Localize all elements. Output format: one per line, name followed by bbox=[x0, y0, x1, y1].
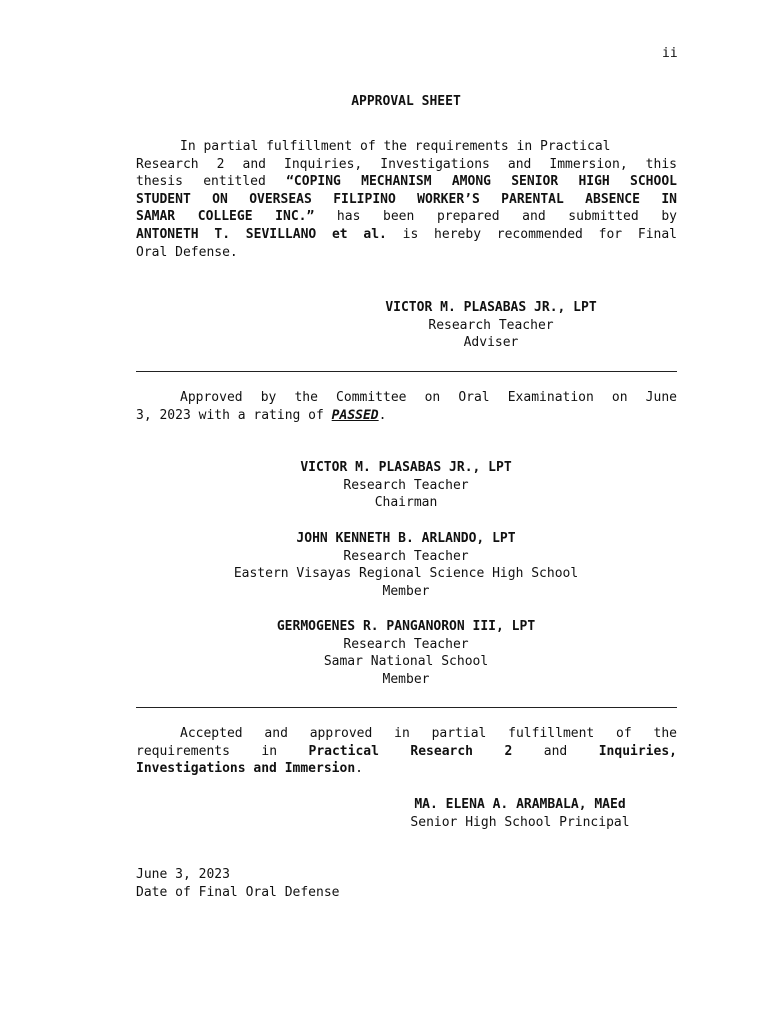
adviser-name: VICTOR M. PLASABAS JR., LPT bbox=[385, 300, 597, 315]
chairman-position: Chairman bbox=[374, 495, 438, 511]
subject-practical-research: Practical Research 2 bbox=[308, 743, 513, 759]
thesis-title-part-2: STUDENT ON OVERSEAS FILIPINO WORKER’S PARENTAL ABSENCE IN bbox=[136, 191, 677, 207]
member-2-role: Research Teacher bbox=[343, 636, 469, 652]
adviser-position: Adviser bbox=[463, 335, 519, 351]
subject-investigations-immersion: Investigations and Immersion bbox=[136, 761, 356, 777]
chairman-name: VICTOR M. PLASABAS JR., LPT bbox=[300, 460, 512, 475]
acceptance-paragraph bbox=[136, 725, 677, 778]
principal-name: MA. ELENA A. ARAMBALA, MAEd bbox=[414, 797, 626, 812]
acceptance-text-1: Accepted and approved in partial fulfillment of the bbox=[180, 726, 677, 741]
adviser-signature-block bbox=[336, 299, 646, 352]
page-number: ii bbox=[662, 46, 678, 61]
recommendation-paragraph bbox=[136, 138, 677, 261]
recommendation-line-1 bbox=[136, 138, 677, 156]
member-2-name: GERMOGENES R. PANGANORON III, LPT bbox=[276, 619, 536, 634]
chairman-role: Research Teacher bbox=[343, 477, 469, 493]
acceptance-text-2: requirements in bbox=[136, 743, 309, 759]
member-1-position: Member bbox=[382, 583, 430, 599]
committee-paragraph bbox=[136, 389, 677, 424]
subject-inquiries: Inquiries, bbox=[598, 743, 677, 759]
thesis-title-part-1: “COPING MECHANISM AMONG SENIOR HIGH SCHOOL bbox=[286, 174, 677, 190]
committee-text-2: 3, 2023 with a rating of bbox=[136, 407, 332, 423]
committee-text-1: Approved by the Committee on Oral Examination on June bbox=[180, 390, 677, 405]
acceptance-line-1 bbox=[136, 725, 677, 743]
acceptance-line-2 bbox=[136, 743, 677, 761]
recommendation-line-2: Research 2 and Inquiries, Investigations and Immersion, this bbox=[136, 156, 677, 172]
committee-line-1 bbox=[136, 389, 677, 407]
member-1-role: Research Teacher bbox=[343, 548, 469, 564]
recommendation-line-3 bbox=[136, 173, 677, 191]
acceptance-and: and bbox=[512, 743, 599, 759]
submitted-by-text: has been prepared and submitted by bbox=[314, 209, 677, 225]
acceptance-line-3 bbox=[136, 760, 677, 778]
member-1-name: JOHN KENNETH B. ARLANDO, LPT bbox=[296, 531, 516, 546]
recommendation-line-7: Oral Defense. bbox=[136, 244, 238, 260]
thesis-entitled-label: thesis entitled bbox=[136, 174, 287, 190]
principal-role: Senior High School Principal bbox=[410, 814, 630, 830]
divider-1 bbox=[136, 371, 677, 372]
defense-date-block bbox=[136, 866, 340, 901]
recommendation-line-5 bbox=[136, 208, 677, 226]
committee-period: . bbox=[378, 407, 387, 423]
page-title: APPROVAL SHEET bbox=[351, 94, 461, 109]
member-2-signature-block bbox=[206, 618, 606, 688]
chairman-signature-block bbox=[206, 459, 606, 512]
acceptance-period: . bbox=[355, 761, 363, 777]
member-1-signature-block bbox=[206, 530, 606, 600]
defense-date: June 3, 2023 bbox=[136, 867, 230, 882]
thesis-title-part-3: SAMAR COLLEGE INC.” bbox=[136, 209, 315, 225]
member-1-school: Eastern Visayas Regional Science High School bbox=[233, 566, 579, 582]
author-names: ANTONETH T. SEVILLANO et al. bbox=[136, 226, 387, 242]
rating-passed: PASSED bbox=[331, 407, 379, 423]
adviser-role: Research Teacher bbox=[428, 317, 554, 333]
recommendation-line-6 bbox=[136, 226, 677, 244]
recommended-text: is hereby recommended for Final bbox=[386, 226, 678, 242]
defense-date-label: Date of Final Oral Defense bbox=[136, 884, 340, 900]
recommendation-text-1: In partial fulfillment of the requirements in Practical bbox=[180, 139, 611, 154]
member-2-position: Member bbox=[382, 671, 430, 687]
member-2-school: Samar National School bbox=[323, 654, 489, 670]
recommendation-line-4 bbox=[136, 191, 677, 209]
committee-line-2 bbox=[136, 407, 677, 425]
divider-2 bbox=[136, 707, 677, 708]
principal-signature-block bbox=[370, 796, 670, 831]
